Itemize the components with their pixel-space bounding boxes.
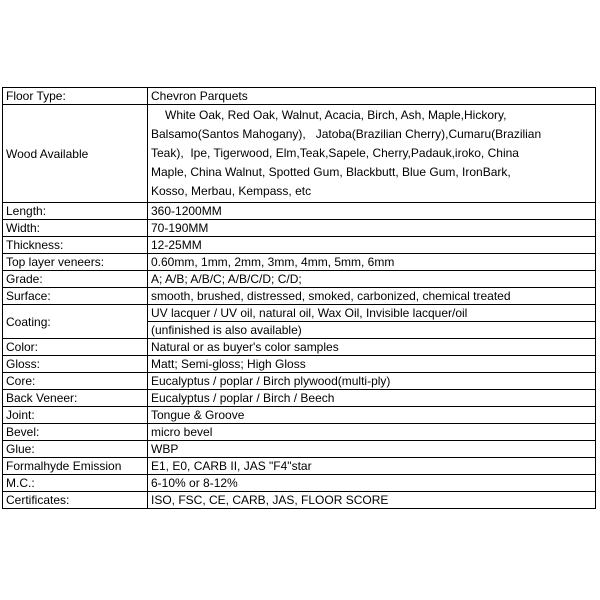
- gloss-label: Gloss:: [3, 356, 148, 373]
- length-label: Length:: [3, 203, 148, 220]
- floor-type-label: Floor Type:: [3, 88, 148, 105]
- glue-value: WBP: [148, 441, 596, 458]
- thickness-value: 12-25MM: [148, 237, 596, 254]
- row-coating: [3, 305, 596, 339]
- row-joint: [3, 407, 596, 424]
- wood-line-4: Maple, China Walnut, Spotted Gum, Blackbutt, Blue Gum, IronBark,: [151, 165, 511, 179]
- row-width: [3, 220, 596, 237]
- top-layer-veneers-label: Top layer veneers:: [3, 254, 148, 271]
- joint-label: Joint:: [3, 407, 148, 424]
- row-glue: [3, 441, 596, 458]
- row-thickness: [3, 237, 596, 254]
- length-value: 360-1200MM: [148, 203, 596, 220]
- row-grade: [3, 271, 596, 288]
- surface-label: Surface:: [3, 288, 148, 305]
- moisture-content-value: 6-10% or 8-12%: [148, 475, 596, 492]
- spec-table: [2, 87, 596, 509]
- glue-label: Glue:: [3, 441, 148, 458]
- gloss-value: Matt; Semi-gloss; High Gloss: [148, 356, 596, 373]
- back-veneer-value: Eucalyptus / poplar / Birch / Beech: [148, 390, 596, 407]
- core-label: Core:: [3, 373, 148, 390]
- joint-value: Tongue & Groove: [148, 407, 596, 424]
- core-value: Eucalyptus / poplar / Birch plywood(multi-ply): [148, 373, 596, 390]
- wood-line-3: Teak), Ipe, Tigerwood, Elm,Teak,Sapele, Cherry,Padauk,iroko, China: [151, 146, 519, 160]
- width-label: Width:: [3, 220, 148, 237]
- row-core: [3, 373, 596, 390]
- row-formaldehyde-emission: [3, 458, 596, 475]
- certificates-label: Certificates:: [3, 492, 148, 509]
- wood-available-value: [148, 105, 596, 203]
- top-layer-veneers-value: 0.60mm, 1mm, 2mm, 3mm, 4mm, 5mm, 6mm: [148, 254, 596, 271]
- color-label: Color:: [3, 339, 148, 356]
- row-gloss: [3, 356, 596, 373]
- floor-type-value: Chevron Parquets: [148, 88, 596, 105]
- width-value: 70-190MM: [148, 220, 596, 237]
- coating-value: [148, 305, 596, 339]
- wood-line-2: Balsamo(Santos Mahogany), Jatoba(Brazilian Cherry),Cumaru(Brazilian: [151, 127, 542, 141]
- row-moisture-content: [3, 475, 596, 492]
- formaldehyde-emission-value: E1, E0, CARB II, JAS "F4"star: [148, 458, 596, 475]
- coating-label: Coating:: [3, 305, 148, 339]
- back-veneer-label: Back Veneer:: [3, 390, 148, 407]
- row-bevel: [3, 424, 596, 441]
- row-certificates: [3, 492, 596, 509]
- row-floor-type: [3, 88, 596, 105]
- row-wood-available: [3, 105, 596, 203]
- grade-value: A; A/B; A/B/C; A/B/C/D; C/D;: [148, 271, 596, 288]
- surface-value: smooth, brushed, distressed, smoked, carbonized, chemical treated: [148, 288, 596, 305]
- grade-label: Grade:: [3, 271, 148, 288]
- wood-line-1: White Oak, Red Oak, Walnut, Acacia, Birch, Ash, Maple,Hickory,: [165, 108, 507, 122]
- coating-line-2: (unfinished is also available): [151, 323, 302, 337]
- certificates-value: ISO, FSC, CE, CARB, JAS, FLOOR SCORE: [148, 492, 596, 509]
- wood-available-label: Wood Available: [3, 105, 148, 203]
- row-color: [3, 339, 596, 356]
- formaldehyde-emission-label: Formalhyde Emission: [3, 458, 148, 475]
- bevel-value: micro bevel: [148, 424, 596, 441]
- moisture-content-label: M.C.:: [3, 475, 148, 492]
- wood-line-5: Kosso, Merbau, Kempass, etc: [151, 184, 312, 198]
- row-surface: [3, 288, 596, 305]
- color-value: Natural or as buyer's color samples: [148, 339, 596, 356]
- row-top-layer-veneers: [3, 254, 596, 271]
- coating-line-1: UV lacquer / UV oil, natural oil, Wax Oil, Invisible lacquer/oil: [148, 305, 595, 322]
- bevel-label: Bevel:: [3, 424, 148, 441]
- thickness-label: Thickness:: [3, 237, 148, 254]
- row-back-veneer: [3, 390, 596, 407]
- row-length: [3, 203, 596, 220]
